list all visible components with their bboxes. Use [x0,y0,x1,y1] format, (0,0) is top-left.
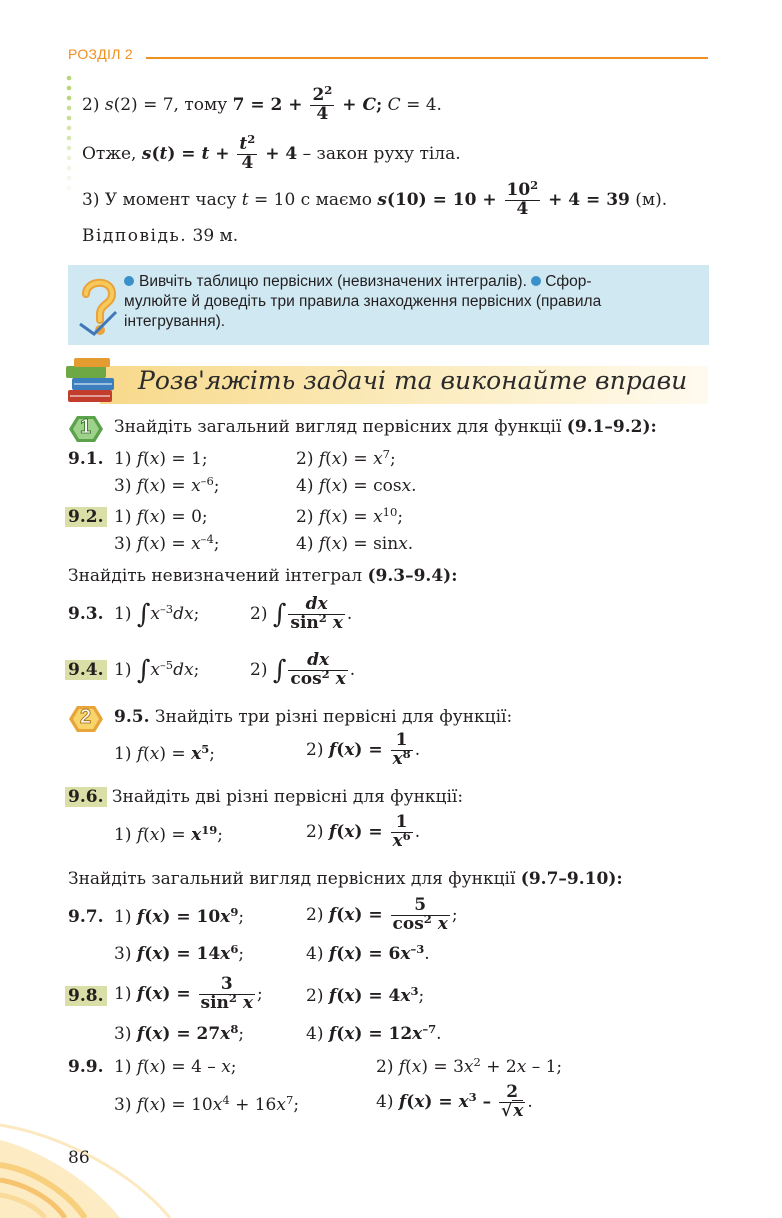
decorative-swirl [0,1110,180,1218]
task-9-6-a: 1) $f(x) = x^{19}$; [114,823,224,845]
task-9-4-a: 1) $\int x^{-5}dx$; [114,655,200,686]
task-intro-1: Знайдіть загальний вигляд первісних для функції (9.1–9.2): [114,417,657,437]
task-9-9-a: 1) f(x) = 4 – x; [114,1057,237,1077]
task-9-7-a: 1) $f(x) = 10x^9$; [114,905,245,927]
task-9-7-d: 4) $f(x) = 6x^{-3}$. [306,942,430,964]
level-two-number: 2 [80,706,92,728]
task-9-1-d: 4) f(x) = cosx. [296,476,417,496]
level-one-number: 1 [80,416,92,438]
task-9-3-a: 1) $\int x^{-3}dx$; [114,599,200,630]
task-9-2-number: 9.2. [68,507,107,527]
task-9-2-d: 4) f(x) = sinx. [296,534,414,554]
task-9-7-c: 3) $f(x) = 14x^6$; [114,942,245,964]
task-9-8-b: 2) $f(x) = 4x^3$; [306,984,425,1006]
task-9-1-c: 3) $f(x) = x^{-6}$; [114,474,220,496]
task-9-2-b: 2) $f(x) = x^{10}$; [296,505,404,527]
question-text: Вивчіть таблицю первісних (невизначених інтегралів). Сфор- мулюйте й доведіть три правила знаходження первісних (правила інтегрування). [124,273,602,330]
task-9-9-b: 2) $f(x) = 3x^2 + 2x - 1$; [376,1055,563,1077]
task-intro-integral: Знайдіть невизначений інтеграл (9.3–9.4): [68,566,458,586]
task-9-4-b: 2) ∫ $\frac{dx}{\cos^2 x}$ . [250,650,356,689]
task-9-9-c: 3) $f(x) = 10x^4 + 16x^7$; [114,1093,300,1115]
task-9-9-d: 4) $f(x) = x^3$ – $\frac{2}{√x}$ . [376,1082,533,1121]
section-title: Розв'яжіть задачі та виконайте вправи [138,366,688,395]
task-9-1-a: 1) f(x) = 1; [114,449,208,469]
bullet-icon [124,276,134,286]
decorative-dots [64,72,74,202]
task-9-8-c: 3) $f(x) = 27x^8$; [114,1022,245,1044]
solution-line-2: Отже, s(t) = t + $\frac{t^2}{4}$ + 4 – закон руху тіла. [82,132,461,173]
chapter-header: РОЗДІЛ 2 [68,46,134,62]
task-intro-2: Знайдіть загальний вигляд первісних для функції (9.7–9.10): [68,869,623,889]
task-9-2-a: 1) f(x) = 0; [114,507,208,527]
task-9-2-c: 3) $f(x) = x^{-4}$; [114,532,220,554]
task-9-8-number: 9.8. [68,986,107,1006]
task-9-3-number: 9.3. [68,604,104,624]
page-number: 86 [68,1148,90,1168]
bullet-icon [531,276,541,286]
question-mark-icon [76,272,122,338]
header-rule [146,57,708,59]
task-9-4-number: 9.4. [68,660,107,680]
task-9-5-b: 2) f(x) = $\frac{1}{x^8}$ . [306,730,421,769]
answer-line: Відповідь. 39 м. [82,226,239,246]
task-9-6-text: 9.6. Знайдіть дві різні первісні для функції: [68,787,463,807]
task-9-6-b: 2) f(x) = $\frac{1}{x^6}$ . [306,812,421,851]
books-icon [64,356,120,408]
solution-line-3: 3) У момент часу t = 10 с маємо s(10) = 10 + $\frac{10^2}{4}$ + 4 = 39 (м). [82,178,668,219]
task-9-9-number: 9.9. [68,1057,104,1077]
task-9-5-a: 1) $f(x) = x^5$; [114,742,215,764]
task-9-3-b: 2) ∫ $\frac{dx}{\sin^2 x}$ . [250,594,353,633]
solution-line-1: 2) s(2) = 7, тому 7 = 2 + $\frac{2^2}{4}$ + C; C = 4. [82,83,442,124]
task-9-7-number: 9.7. [68,907,104,927]
task-9-5-text: 9.5. Знайдіть три різні первісні для функції: [114,707,513,727]
task-9-8-d: 4) $f(x) = 12x^{-7}$. [306,1022,442,1044]
task-9-1-number: 9.1. [68,449,104,469]
task-9-7-b: 2) f(x) = $\frac{5}{\cos^2 x}$ ; [306,895,458,934]
task-9-8-a: 1) f(x) = $\frac{3}{\sin^2 x}$ ; [114,974,263,1013]
task-9-1-b: 2) $f(x) = x^7$; [296,447,396,469]
